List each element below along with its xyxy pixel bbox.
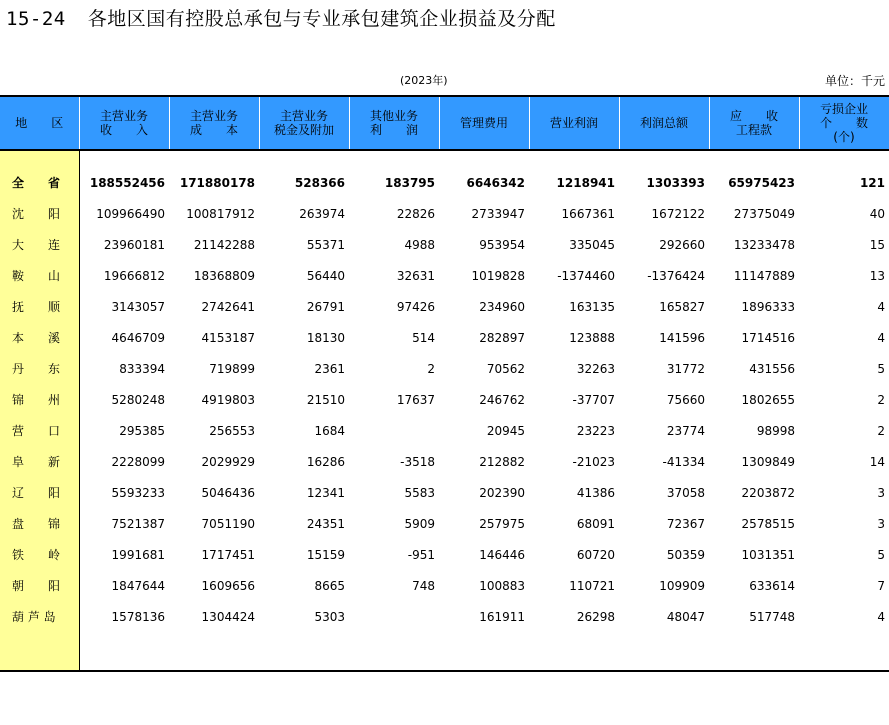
header-line: 成 本 — [189, 123, 238, 137]
region-cell — [0, 291, 79, 322]
value-cell: -41334 — [662, 454, 705, 469]
value-cell: 141596 — [659, 330, 705, 345]
header-line: 其他业务 — [369, 109, 418, 123]
value-cell: 633614 — [749, 578, 795, 593]
value-cell: 109909 — [659, 578, 705, 593]
value-cell: 257975 — [479, 516, 525, 531]
spacer-row — [0, 632, 889, 671]
value-cell: 165827 — [659, 299, 705, 314]
value-cell: 263974 — [299, 206, 345, 221]
value-cell: 32263 — [576, 361, 615, 376]
header-line: (个) — [833, 130, 855, 144]
table-row — [0, 322, 889, 353]
value-cell: 18130 — [306, 330, 345, 345]
value-cell: 2 — [877, 392, 885, 407]
region-label: 辽 阳 — [12, 486, 61, 500]
value-cell: 98998 — [756, 423, 795, 438]
value-cell: 40 — [869, 206, 885, 221]
value-cell: 431556 — [749, 361, 795, 376]
header-line: 利润总额 — [639, 116, 688, 130]
value-cell: 1304424 — [201, 609, 255, 624]
value-cell: 4919803 — [201, 392, 255, 407]
value-cell: 41386 — [576, 485, 615, 500]
region-cell — [0, 446, 79, 477]
region-label: 全 省 — [12, 176, 61, 190]
value-cell: -21023 — [572, 454, 615, 469]
value-cell: 161911 — [479, 609, 525, 624]
value-cell: 2 — [427, 361, 435, 376]
table-row — [0, 291, 889, 322]
value-cell: 7 — [877, 578, 885, 593]
value-cell: 17637 — [396, 392, 435, 407]
value-cell: 1684 — [314, 423, 345, 438]
value-cell: 3143057 — [111, 299, 165, 314]
table-row — [0, 539, 889, 570]
value-cell: 517748 — [749, 609, 795, 624]
header-line: 营业利润 — [549, 116, 598, 130]
value-cell: 246762 — [479, 392, 525, 407]
value-cell: 1672122 — [651, 206, 705, 221]
region-label: 阜 新 — [12, 455, 61, 469]
region-cell — [0, 477, 79, 508]
value-cell: 32631 — [396, 268, 435, 283]
value-cell: 4646709 — [111, 330, 165, 345]
header-line: 主营业务 — [99, 109, 148, 123]
region-cell — [0, 539, 79, 570]
value-cell: 2742641 — [201, 299, 255, 314]
header-line: 主营业务 — [279, 109, 328, 123]
value-cell: 3 — [877, 485, 885, 500]
value-cell: 748 — [412, 578, 435, 593]
value-cell: 15 — [869, 237, 885, 252]
value-cell: 202390 — [479, 485, 525, 500]
value-cell: 1578136 — [111, 609, 165, 624]
header-line: 工程款 — [735, 123, 772, 137]
value-cell: -1376424 — [647, 268, 705, 283]
value-cell: 188552456 — [89, 175, 165, 190]
region-cell — [0, 353, 79, 384]
value-cell: 7521387 — [111, 516, 165, 531]
total-row — [0, 167, 889, 198]
value-cell: 1218941 — [556, 175, 615, 190]
value-cell: 256553 — [209, 423, 255, 438]
region-label: 大 连 — [12, 238, 61, 252]
spacer-row — [0, 150, 889, 167]
value-cell: 23223 — [576, 423, 615, 438]
table-body — [0, 150, 889, 671]
value-cell: 26298 — [576, 609, 615, 624]
column-header — [349, 96, 439, 150]
column-header — [79, 96, 169, 150]
value-cell: 70562 — [486, 361, 525, 376]
region-cell — [0, 322, 79, 353]
table-row — [0, 415, 889, 446]
value-cell: 2 — [877, 423, 885, 438]
value-cell: 121 — [859, 175, 885, 190]
header-line: 地 区 — [15, 116, 64, 130]
value-cell: 5583 — [404, 485, 435, 500]
value-cell: 1802655 — [741, 392, 795, 407]
value-cell: 5593233 — [111, 485, 165, 500]
header-row — [0, 96, 889, 150]
value-cell: 65975423 — [728, 175, 795, 190]
value-cell: 146446 — [479, 547, 525, 562]
value-cell: 37058 — [666, 485, 705, 500]
header-line: 个 数 — [819, 116, 868, 130]
value-cell: 109966490 — [96, 206, 165, 221]
column-header — [709, 96, 799, 150]
value-cell: 1991681 — [111, 547, 165, 562]
value-cell: 55371 — [306, 237, 345, 252]
value-cell: 171880178 — [179, 175, 255, 190]
value-cell: 4 — [877, 330, 885, 345]
region-label: 盘 锦 — [12, 517, 61, 531]
value-cell: 21142288 — [193, 237, 255, 252]
region-cell — [0, 601, 79, 632]
value-cell: 68091 — [576, 516, 615, 531]
value-cell: 22826 — [396, 206, 435, 221]
value-cell: 5 — [877, 547, 885, 562]
value-cell: 335045 — [569, 237, 615, 252]
unit-label: 单位：千元 — [824, 74, 885, 88]
value-cell: 514 — [412, 330, 435, 345]
value-cell: -3518 — [400, 454, 435, 469]
table-number: 15-24 — [6, 8, 66, 30]
value-cell: 2733947 — [471, 206, 525, 221]
header-line: 利 润 — [369, 123, 418, 137]
region-label: 营 口 — [12, 424, 61, 438]
header-line: 亏损企业 — [819, 102, 868, 116]
table-row — [0, 229, 889, 260]
value-cell: 15159 — [306, 547, 345, 562]
region-label: 本 溪 — [12, 331, 61, 345]
header-line: 主营业务 — [189, 109, 238, 123]
value-cell: 16286 — [306, 454, 345, 469]
region-label: 鞍 山 — [12, 269, 61, 283]
value-cell: 5303 — [314, 609, 345, 624]
value-cell: 163135 — [569, 299, 615, 314]
value-cell: 14 — [869, 454, 885, 469]
value-cell: 295385 — [119, 423, 165, 438]
region-label: 朝 阳 — [12, 579, 61, 593]
table-row — [0, 570, 889, 601]
value-cell: 100817912 — [186, 206, 255, 221]
value-cell: 953954 — [479, 237, 525, 252]
region-label: 葫 芦 岛 — [12, 610, 56, 624]
value-cell: 292660 — [659, 237, 705, 252]
value-cell: 7051190 — [201, 516, 255, 531]
value-cell: 56440 — [306, 268, 345, 283]
value-cell: 19666812 — [103, 268, 165, 283]
region-cell — [0, 260, 79, 291]
header-line: 管理费用 — [459, 116, 508, 130]
region-cell — [0, 570, 79, 601]
value-cell: 2203872 — [741, 485, 795, 500]
column-header — [0, 96, 79, 150]
value-cell: 4 — [877, 609, 885, 624]
value-cell: 1019828 — [471, 268, 525, 283]
column-header — [439, 96, 529, 150]
value-cell: 60720 — [576, 547, 615, 562]
value-cell: 8665 — [314, 578, 345, 593]
table-row — [0, 353, 889, 384]
data-table — [0, 95, 889, 672]
value-cell: 13 — [869, 268, 885, 283]
region-label: 铁 岭 — [12, 548, 61, 562]
value-cell: 1309849 — [741, 454, 795, 469]
table-row — [0, 477, 889, 508]
table-row — [0, 260, 889, 291]
value-cell: 4988 — [404, 237, 435, 252]
value-cell: 23774 — [666, 423, 705, 438]
value-cell: 26791 — [306, 299, 345, 314]
value-cell: 110721 — [569, 578, 615, 593]
region-cell — [0, 508, 79, 539]
value-cell: -1374460 — [557, 268, 615, 283]
value-cell: 183795 — [384, 175, 435, 190]
value-cell: 719899 — [209, 361, 255, 376]
value-cell: 20945 — [486, 423, 525, 438]
value-cell: 1714516 — [741, 330, 795, 345]
value-cell: 282897 — [479, 330, 525, 345]
value-cell: 2029929 — [201, 454, 255, 469]
value-cell: 48047 — [666, 609, 705, 624]
value-cell: 18368809 — [193, 268, 255, 283]
value-cell: 6646342 — [466, 175, 525, 190]
value-cell: 3 — [877, 516, 885, 531]
table-title: 各地区国有控股总承包与专业承包建筑企业损益及分配 — [87, 8, 556, 30]
column-header — [529, 96, 619, 150]
column-header — [619, 96, 709, 150]
value-cell: 72367 — [666, 516, 705, 531]
value-cell: 4 — [877, 299, 885, 314]
value-cell: 2228099 — [111, 454, 165, 469]
value-cell: 5 — [877, 361, 885, 376]
value-cell: 5046436 — [201, 485, 255, 500]
region-label: 丹 东 — [12, 362, 61, 376]
region-label: 抚 顺 — [12, 300, 61, 314]
value-cell: 13233478 — [733, 237, 795, 252]
value-cell: 234960 — [479, 299, 525, 314]
value-cell: 11147889 — [733, 268, 795, 283]
table-row — [0, 384, 889, 415]
header-line: 收 入 — [99, 123, 148, 137]
value-cell — [349, 601, 439, 632]
value-cell: 50359 — [666, 547, 705, 562]
value-cell: 4153187 — [201, 330, 255, 345]
value-cell: 31772 — [666, 361, 705, 376]
value-cell: -37707 — [572, 392, 615, 407]
value-cell: 27375049 — [733, 206, 795, 221]
page-title — [6, 4, 556, 31]
value-cell: 1031351 — [741, 547, 795, 562]
value-cell: 24351 — [306, 516, 345, 531]
region-cell — [0, 198, 79, 229]
value-cell: 833394 — [119, 361, 165, 376]
region-cell — [0, 415, 79, 446]
value-cell: 5280248 — [111, 392, 165, 407]
value-cell: 212882 — [479, 454, 525, 469]
value-cell: 1717451 — [201, 547, 255, 562]
value-cell: 123888 — [569, 330, 615, 345]
value-cell: 1667361 — [561, 206, 615, 221]
column-header — [169, 96, 259, 150]
value-cell — [349, 415, 439, 446]
value-cell: 12341 — [306, 485, 345, 500]
value-cell: 528366 — [294, 175, 345, 190]
region-cell — [0, 167, 79, 198]
table-row — [0, 198, 889, 229]
region-cell — [0, 229, 79, 260]
value-cell: 1303393 — [646, 175, 705, 190]
value-cell: 100883 — [479, 578, 525, 593]
table-row — [0, 601, 889, 632]
value-cell: 1847644 — [111, 578, 165, 593]
column-header — [259, 96, 349, 150]
region-cell — [0, 384, 79, 415]
year-note: (2023年) — [400, 74, 448, 87]
header-line: 税金及附加 — [273, 123, 334, 137]
value-cell: 2578515 — [741, 516, 795, 531]
value-cell: 75660 — [666, 392, 705, 407]
table-row — [0, 446, 889, 477]
column-header — [799, 96, 889, 150]
value-cell: 1609656 — [201, 578, 255, 593]
region-label: 锦 州 — [12, 393, 61, 407]
region-label: 沈 阳 — [12, 207, 61, 221]
value-cell: 1896333 — [741, 299, 795, 314]
value-cell: 2361 — [314, 361, 345, 376]
table-row — [0, 508, 889, 539]
value-cell: 21510 — [306, 392, 345, 407]
value-cell: -951 — [407, 547, 435, 562]
value-cell: 5909 — [404, 516, 435, 531]
value-cell: 23960181 — [103, 237, 165, 252]
value-cell: 97426 — [396, 299, 435, 314]
header-line: 应 收 — [729, 109, 778, 123]
